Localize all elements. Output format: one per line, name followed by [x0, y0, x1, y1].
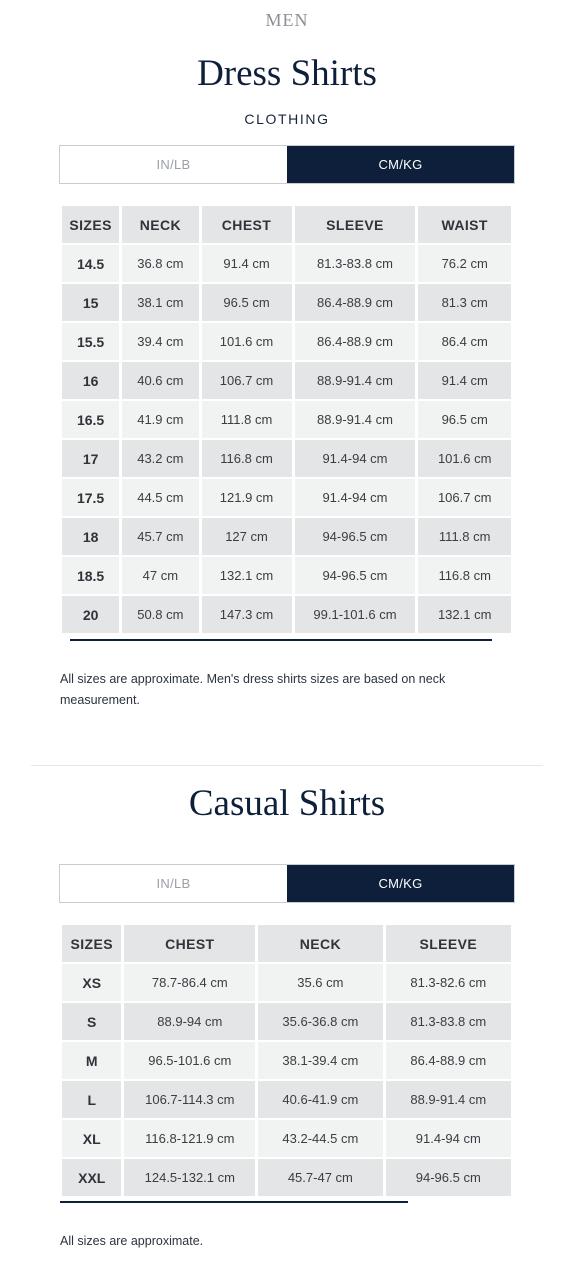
column-header-sleeve: SLEEVE	[295, 206, 416, 243]
measurement-cell: 91.4-94 cm	[295, 479, 416, 516]
measurement-cell: 96.5 cm	[418, 401, 511, 438]
column-header-waist: WAIST	[418, 206, 511, 243]
measurement-cell: 43.2-44.5 cm	[258, 1120, 382, 1157]
measurement-cell: 121.9 cm	[202, 479, 292, 516]
column-header-neck: NECK	[258, 925, 382, 962]
measurement-cell: 111.8 cm	[202, 401, 292, 438]
table-row	[62, 1120, 511, 1157]
measurement-cell: 38.1 cm	[122, 284, 198, 321]
table-row	[62, 440, 511, 477]
measurement-cell: 47 cm	[122, 557, 198, 594]
measurement-cell: 81.3 cm	[418, 284, 511, 321]
measurement-cell: 81.3-82.6 cm	[386, 964, 511, 1001]
dress-size-note: All sizes are approximate. Men's dress shirts sizes are based on neck measurement.	[60, 672, 446, 707]
clothing-subtitle: CLOTHING	[244, 111, 330, 127]
table-row	[62, 362, 511, 399]
casual-unit-toggle	[59, 864, 515, 903]
size-cell: 15.5	[62, 323, 119, 360]
measurement-cell: 106.7-114.3 cm	[124, 1081, 255, 1118]
measurement-cell: 132.1 cm	[202, 557, 292, 594]
measurement-cell: 40.6 cm	[122, 362, 198, 399]
measurement-cell: 86.4-88.9 cm	[295, 323, 416, 360]
measurement-cell: 101.6 cm	[202, 323, 292, 360]
size-cell: 16	[62, 362, 119, 399]
casual-unit-cmkg-button[interactable]: CM/KG	[287, 865, 514, 902]
measurement-cell: 86.4 cm	[418, 323, 511, 360]
section-eyebrow: MEN	[265, 10, 309, 30]
table-row	[62, 245, 511, 282]
table-row	[62, 964, 511, 1001]
size-cell: XXL	[62, 1159, 121, 1196]
measurement-cell: 127 cm	[202, 518, 292, 555]
dress-unit-toggle	[59, 145, 515, 184]
size-cell: 15	[62, 284, 119, 321]
size-cell: 18	[62, 518, 119, 555]
column-header-chest: CHEST	[202, 206, 292, 243]
measurement-cell: 94-96.5 cm	[386, 1159, 511, 1196]
size-cell: S	[62, 1003, 121, 1040]
table-row	[62, 557, 511, 594]
measurement-cell: 96.5 cm	[202, 284, 292, 321]
casual-shirts-title: Casual Shirts	[188, 783, 386, 824]
measurement-cell: 94-96.5 cm	[295, 557, 416, 594]
measurement-cell: 44.5 cm	[122, 479, 198, 516]
measurement-cell: 35.6-36.8 cm	[258, 1003, 382, 1040]
measurement-cell: 124.5-132.1 cm	[124, 1159, 255, 1196]
measurement-cell: 40.6-41.9 cm	[258, 1081, 382, 1118]
dress-shirts-title: Dress Shirts	[197, 53, 377, 94]
table-row	[62, 479, 511, 516]
measurement-cell: 101.6 cm	[418, 440, 511, 477]
column-header-neck: NECK	[122, 206, 198, 243]
column-header-chest: CHEST	[124, 925, 255, 962]
size-cell: XS	[62, 964, 121, 1001]
measurement-cell: 81.3-83.8 cm	[295, 245, 416, 282]
measurement-cell: 81.3-83.8 cm	[386, 1003, 511, 1040]
size-cell: M	[62, 1042, 121, 1079]
measurement-cell: 88.9-91.4 cm	[295, 362, 416, 399]
measurement-cell: 132.1 cm	[418, 596, 511, 633]
measurement-cell: 76.2 cm	[418, 245, 511, 282]
table-scroll-indicator[interactable]	[60, 1201, 408, 1203]
table-row	[62, 1159, 511, 1196]
size-cell: L	[62, 1081, 121, 1118]
table-row	[62, 1081, 511, 1118]
measurement-cell: 88.9-91.4 cm	[386, 1081, 511, 1118]
table-row	[62, 401, 511, 438]
table-row	[62, 596, 511, 633]
table-row	[62, 518, 511, 555]
size-cell: 17.5	[62, 479, 119, 516]
column-header-sizes: SIZES	[62, 206, 119, 243]
measurement-cell: 99.1-101.6 cm	[295, 596, 416, 633]
measurement-cell: 91.4 cm	[202, 245, 292, 282]
dress-unit-inlb-button[interactable]: IN/LB	[60, 146, 287, 183]
table-header-row	[62, 925, 511, 962]
measurement-cell: 147.3 cm	[202, 596, 292, 633]
measurement-cell: 106.7 cm	[202, 362, 292, 399]
size-cell: 18.5	[62, 557, 119, 594]
measurement-cell: 88.9-94 cm	[124, 1003, 255, 1040]
measurement-cell: 41.9 cm	[122, 401, 198, 438]
measurement-cell: 91.4-94 cm	[386, 1120, 511, 1157]
measurement-cell: 36.8 cm	[122, 245, 198, 282]
size-cell: XL	[62, 1120, 121, 1157]
measurement-cell: 86.4-88.9 cm	[295, 284, 416, 321]
table-row	[62, 1003, 511, 1040]
measurement-cell: 88.9-91.4 cm	[295, 401, 416, 438]
table-row	[62, 284, 511, 321]
measurement-cell: 91.4 cm	[418, 362, 511, 399]
measurement-cell: 91.4-94 cm	[295, 440, 416, 477]
dress-size-table	[60, 204, 514, 642]
measurement-cell: 45.7-47 cm	[258, 1159, 382, 1196]
measurement-cell: 106.7 cm	[418, 479, 511, 516]
size-cell: 14.5	[62, 245, 119, 282]
casual-unit-inlb-button[interactable]: IN/LB	[60, 865, 287, 902]
dress-unit-cmkg-button[interactable]: CM/KG	[287, 146, 514, 183]
measurement-cell: 35.6 cm	[258, 964, 382, 1001]
table-header-row	[62, 206, 511, 243]
measurement-cell: 94-96.5 cm	[295, 518, 416, 555]
casual-size-note: All sizes are approximate.	[60, 1234, 204, 1248]
measurement-cell: 116.8-121.9 cm	[124, 1120, 255, 1157]
measurement-cell: 96.5-101.6 cm	[124, 1042, 255, 1079]
casual-size-table	[60, 923, 514, 1203]
measurement-cell: 111.8 cm	[418, 518, 511, 555]
measurement-cell: 43.2 cm	[122, 440, 198, 477]
table-row	[62, 323, 511, 360]
measurement-cell: 86.4-88.9 cm	[386, 1042, 511, 1079]
section-divider	[31, 765, 543, 766]
table-row	[62, 1042, 511, 1079]
measurement-cell: 39.4 cm	[122, 323, 198, 360]
measurement-cell: 116.8 cm	[202, 440, 292, 477]
measurement-cell: 38.1-39.4 cm	[258, 1042, 382, 1079]
size-cell: 17	[62, 440, 119, 477]
column-header-sleeve: SLEEVE	[386, 925, 511, 962]
size-cell: 16.5	[62, 401, 119, 438]
measurement-cell: 116.8 cm	[418, 557, 511, 594]
column-header-sizes: SIZES	[62, 925, 121, 962]
table-scroll-indicator[interactable]	[70, 639, 492, 641]
measurement-cell: 50.8 cm	[122, 596, 198, 633]
measurement-cell: 78.7-86.4 cm	[124, 964, 255, 1001]
size-cell: 20	[62, 596, 119, 633]
measurement-cell: 45.7 cm	[122, 518, 198, 555]
